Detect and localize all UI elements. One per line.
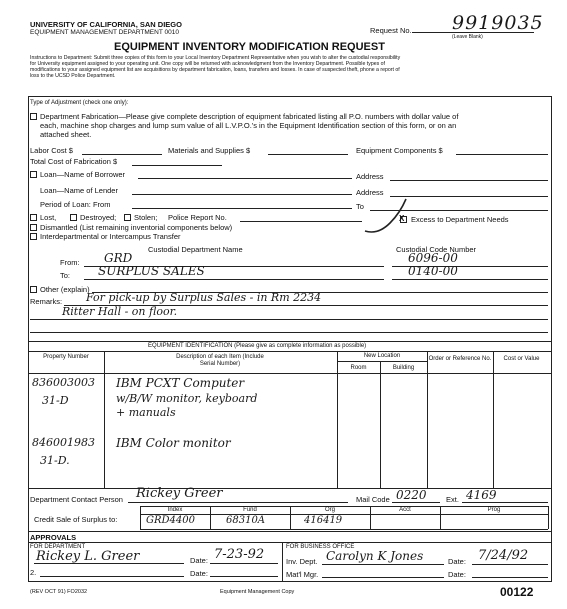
mail-code-value: 0220 xyxy=(396,488,427,502)
ext-label: Ext. xyxy=(446,495,459,504)
instructions-line: Instructions to Department: Submit three copies of this form to your Local Inventory Department Representative when you wish to alter the custodial responsibility xyxy=(30,55,401,61)
col-new-location-header: New Location xyxy=(363,353,401,359)
col-description-header: Description of each Item (Include Serial Number) xyxy=(176,354,264,367)
checkbox-fabrication[interactable] xyxy=(30,113,37,120)
col-order-header: Order or Reference No. xyxy=(428,356,492,362)
approvals-heading: APPROVALS xyxy=(30,533,77,542)
checkbox-loan-borrower[interactable] xyxy=(30,171,37,178)
property-sub: 31-D. xyxy=(40,454,70,467)
revision-note: (REV OCT 91) FO2032 xyxy=(30,589,88,595)
instructions-line: modifications to your assigned equipment list are acquisitions by department fabrication, loans, transfers and losses. In case of suspected theft, phone a report of xyxy=(30,67,400,73)
remarks-line-2: Ritter Hall - on floor. xyxy=(62,305,178,318)
instructions xyxy=(30,55,550,79)
from-label: From: xyxy=(60,258,80,267)
org-value: 416419 xyxy=(304,515,343,526)
police-report-label: Police Report No. xyxy=(168,213,227,222)
to-dept-label: To: xyxy=(60,271,71,280)
item-description: IBM Color monitor xyxy=(116,436,231,450)
request-number: 9919035 xyxy=(452,12,544,34)
checkbox-stolen[interactable] xyxy=(124,214,131,221)
adjustment-label: Type of Adjustment (check one only): xyxy=(30,100,129,106)
loan-lender-label: Loan—Name of Lender xyxy=(40,186,118,195)
index-header: Index xyxy=(167,507,183,513)
index-value: GRD4400 xyxy=(146,515,195,526)
contact-value: Rickey Greer xyxy=(136,486,223,501)
checkbox-interdept[interactable] xyxy=(30,233,37,240)
fabrication-text-2: each, machine shop charges and lump sum value of all L.V.P.O.'s in the Equipment Identification section of this form, or on an xyxy=(40,121,457,130)
remarks-line-1: For pick-up by Surplus Sales - in Rm 2234 xyxy=(86,291,322,304)
date-value-3: 7/24/92 xyxy=(478,548,529,563)
col-property-header: Property Number xyxy=(43,354,89,360)
inv-dept-signature: Carolyn K Jones xyxy=(326,549,424,563)
for-business-label: FOR BUSINESS OFFICE xyxy=(286,544,355,550)
org-header: Org xyxy=(324,507,335,513)
to-code-value: 0140-00 xyxy=(408,264,458,278)
property-sub: 31-D xyxy=(42,394,69,407)
from-code-value: 6096-00 xyxy=(408,251,458,265)
item-description: w/B/W monitor, keyboard xyxy=(116,392,258,405)
from-dept-value: GRD xyxy=(104,251,133,265)
to-dept-value: SURPLUS SALES xyxy=(98,264,205,278)
fund-header: Fund xyxy=(243,507,257,513)
lost-label: Lost, xyxy=(40,213,57,222)
components-label: Equipment Components $ xyxy=(356,146,443,155)
total-cost-label: Total Cost of Fabrication $ xyxy=(30,157,118,166)
form-title: EQUIPMENT INVENTORY MODIFICATION REQUEST xyxy=(114,41,385,53)
leave-blank-note: (Leave Blank) xyxy=(452,34,483,40)
destroyed-label: Destroyed; xyxy=(80,213,117,222)
dismantled-label: Dismantled (List remaining inventorial components below) xyxy=(40,223,233,232)
stolen-label: Stolen; xyxy=(134,213,158,222)
for-department-label: FOR DEPARTMENT xyxy=(30,544,86,550)
credit-label: Credit Sale of Surplus to: xyxy=(34,515,118,524)
mail-code-label: Mail Code xyxy=(356,495,390,504)
item-description: IBM PCXT Computer xyxy=(116,376,245,390)
checkbox-destroyed[interactable] xyxy=(70,214,77,221)
cust-code-label: Custodial Code Number xyxy=(396,245,477,254)
cust-name-label: Custodial Department Name xyxy=(148,245,243,254)
address-label-2: Address xyxy=(356,188,384,197)
materials-label: Materials and Supplies $ xyxy=(168,146,251,155)
interdept-label: Interdepartmental or Intercampus Transfer xyxy=(40,232,181,241)
col-building-header: Building xyxy=(392,365,415,371)
form-number: 00122 xyxy=(500,585,534,599)
instructions-line: for University equipment assigned to your operating unit. One copy will be returned with acknowledgment from the Inventory Department. Possible types of xyxy=(30,61,385,67)
col-room-header: Room xyxy=(350,365,367,371)
period-label: Period of Loan: From xyxy=(40,200,111,209)
inv-dept-label: Inv. Dept. xyxy=(286,557,318,566)
loan-borrower-label: Loan—Name of Borrower xyxy=(40,170,126,179)
fabrication-text-1: Department Fabrication—Please give complete description of equipment fabricated listing all P.O. numbers with dollar value of xyxy=(40,112,459,121)
request-number-label: Request No. xyxy=(370,26,412,35)
labor-cost-label: Labor Cost $ xyxy=(30,146,73,155)
department-signature: Rickey L. Greer xyxy=(36,549,140,564)
date-label-4: Date: xyxy=(448,570,466,579)
matl-mgr-label: Mat'l Mgr. xyxy=(286,570,319,579)
other-label: Other (explain) xyxy=(40,285,90,294)
instructions-line: loss to the UCSD Police Department. xyxy=(30,73,116,79)
excess-label: Excess to Department Needs xyxy=(411,215,509,224)
checkbox-lost[interactable] xyxy=(30,214,37,221)
date-label-2: Date: xyxy=(190,569,208,578)
org-line-2: EQUIPMENT MANAGEMENT DEPARTMENT 0010 xyxy=(30,29,179,36)
property-number: 846001983 xyxy=(32,436,95,449)
excess-check-mark: X xyxy=(399,214,405,223)
org-line-1: UNIVERSITY OF CALIFORNIA, SAN DIEGO xyxy=(30,20,182,29)
copy-label: Equipment Management Copy xyxy=(220,589,295,595)
ext-value: 4169 xyxy=(466,488,497,502)
date-label-3: Date: xyxy=(448,557,466,566)
date-value-1: 7-23-92 xyxy=(214,547,265,562)
excess-handwritten-check xyxy=(360,195,410,240)
col-cost-header: Cost or Value xyxy=(503,356,540,362)
item-description: + manuals xyxy=(116,406,176,419)
signature-2-label: 2. xyxy=(30,568,37,577)
fund-value: 68310A xyxy=(226,515,266,526)
checkbox-dismantled[interactable] xyxy=(30,224,37,231)
address-label-1: Address xyxy=(356,172,384,181)
prog-header: Prog xyxy=(487,507,501,513)
to-label: To xyxy=(356,202,364,211)
acct-header: Acct xyxy=(399,507,411,513)
fabrication-text-3: attached sheet. xyxy=(40,130,92,139)
contact-label: Department Contact Person xyxy=(30,495,123,504)
equipment-section-title: EQUIPMENT IDENTIFICATION (Please give as complete information as possible) xyxy=(148,343,367,349)
property-number: 836003003 xyxy=(32,376,95,389)
checkbox-other[interactable] xyxy=(30,286,37,293)
date-label-1: Date: xyxy=(190,556,208,565)
remarks-label: Remarks: xyxy=(30,297,63,306)
